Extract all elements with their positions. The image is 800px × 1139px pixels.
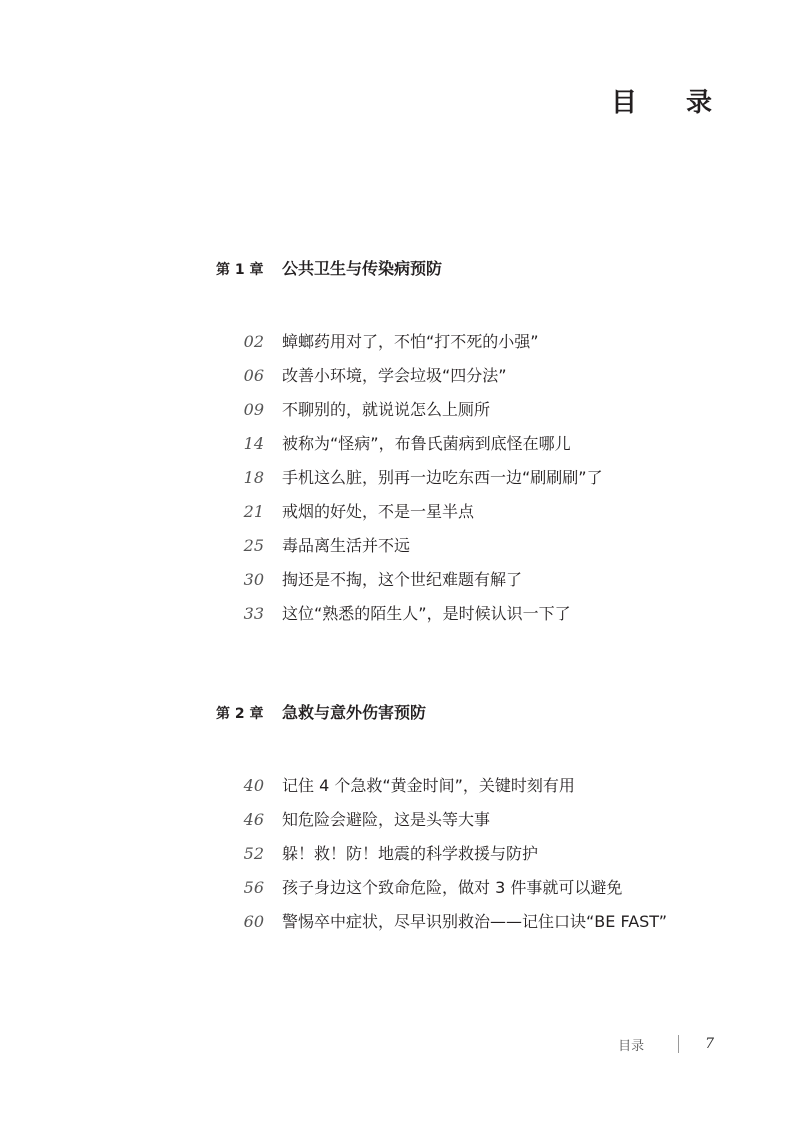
chapter-title: 急救与意外伤害预防	[282, 703, 427, 722]
toc-entry[interactable]	[216, 495, 716, 529]
toc-entry-title: 手机这么脏，别再一边吃东西一边“刷刷刷”了	[282, 468, 603, 487]
toc-entry[interactable]	[216, 325, 716, 359]
toc-entry-page: 30	[243, 570, 264, 589]
chapter-section	[216, 255, 716, 631]
toc-entry-title: 毒品离生活并不远	[282, 536, 411, 555]
toc-entry[interactable]	[216, 563, 716, 597]
toc-entry[interactable]	[216, 359, 716, 393]
toc-entry[interactable]	[216, 803, 716, 837]
chapter-section	[216, 699, 716, 939]
toc-entry-title: 改善小环境，学会垃圾“四分法”	[282, 366, 507, 385]
toc-entry-title: 知危险会避险，这是头等大事	[282, 810, 491, 829]
toc-entry-page: 40	[243, 776, 264, 795]
toc-entry-page: 52	[243, 844, 264, 863]
footer-page-number: 7	[705, 1036, 714, 1052]
toc-entry-title: 躲！救！防！地震的科学救援与防护	[282, 844, 539, 863]
toc-entry[interactable]	[216, 871, 716, 905]
toc-entry-title: 记住 4 个急救“黄金时间”，关键时刻有用	[282, 776, 575, 795]
toc-entry-title: 这位“熟悉的陌生人”，是时候认识一下了	[282, 604, 571, 623]
toc-entry-page: 14	[243, 434, 264, 453]
toc-entry-page: 09	[243, 400, 264, 419]
chapter-title: 公共卫生与传染病预防	[282, 259, 443, 278]
toc-entry-title: 戒烟的好处，不是一星半点	[282, 502, 475, 521]
footer-section-label: 目录	[618, 1038, 645, 1054]
toc-entry[interactable]	[216, 427, 716, 461]
chapter-number: 第 2 章	[216, 706, 264, 722]
toc-entry-title: 被称为“怪病”，布鲁氏菌病到底怪在哪儿	[282, 434, 571, 453]
toc-entry-page: 25	[243, 536, 264, 555]
page-title: 目 录	[610, 88, 732, 118]
toc-entry[interactable]	[216, 529, 716, 563]
chapter-heading[interactable]	[216, 699, 716, 727]
toc-entry-title: 警惕卒中症状，尽早识别救治——记住口诀“BE FAST”	[282, 912, 668, 931]
toc-entry-page: 02	[243, 332, 264, 351]
toc-entry-page: 33	[243, 604, 264, 623]
toc-entry[interactable]	[216, 393, 716, 427]
toc-entry-page: 46	[243, 810, 264, 829]
toc-entry[interactable]	[216, 837, 716, 871]
toc-entry-title: 孩子身边这个致命危险，做对 3 件事就可以避免	[282, 878, 623, 897]
toc-entry-page: 56	[243, 878, 264, 897]
footer-divider	[678, 1035, 679, 1053]
toc-entry-page: 06	[243, 366, 264, 385]
toc-entry-page: 18	[243, 468, 264, 487]
toc-entry-title: 不聊别的，就说说怎么上厕所	[282, 400, 491, 419]
toc-entry-list	[216, 769, 716, 939]
toc-entry[interactable]	[216, 905, 716, 939]
toc-entry[interactable]	[216, 461, 716, 495]
toc-entry-title: 蟑螂药用对了，不怕“打不死的小强”	[282, 332, 539, 351]
toc-entry[interactable]	[216, 597, 716, 631]
toc-entry-page: 60	[243, 912, 264, 931]
page-footer	[618, 1032, 714, 1056]
toc-entry-list	[216, 325, 716, 631]
toc-entry-page: 21	[243, 502, 264, 521]
chapter-heading[interactable]	[216, 255, 716, 283]
toc-entry[interactable]	[216, 769, 716, 803]
chapter-number: 第 1 章	[216, 262, 264, 278]
toc-entry-title: 掏还是不掏，这个世纪难题有解了	[282, 570, 523, 589]
